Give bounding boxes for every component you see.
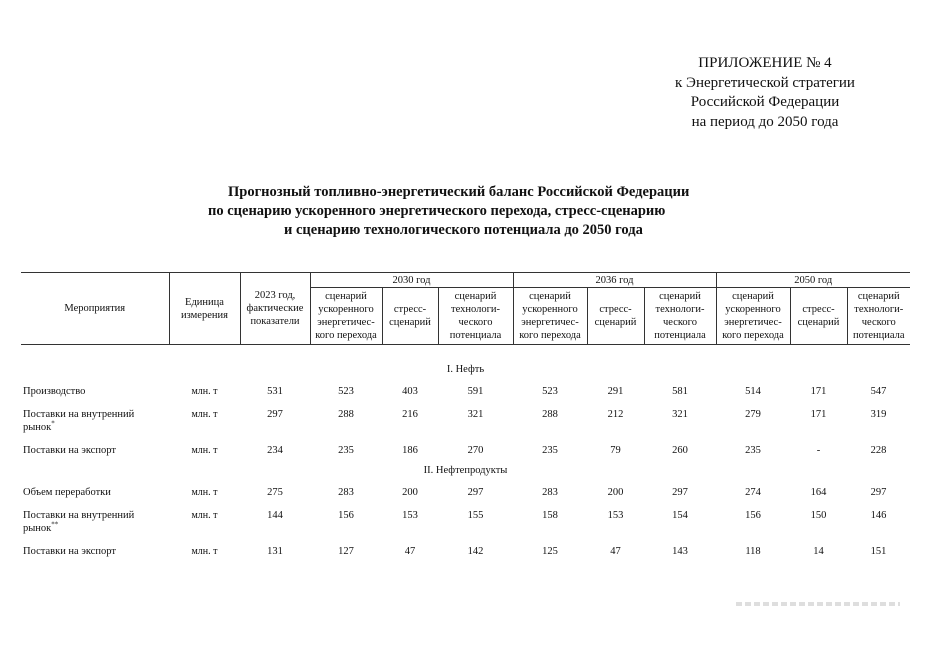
row-unit: млн. т [191,386,218,397]
value-cell: 288 [542,409,558,420]
value-cell: 47 [404,546,416,557]
value-cell: 47 [610,546,621,557]
value-cell: 131 [267,546,283,557]
header-scenario-tech: сценарий технологи-ческого потенциала [438,288,513,345]
value-cell: 151 [870,546,887,557]
header-scenario-tech: сценарий технологи-ческого потенциала [847,288,910,345]
value-cell: 79 [610,445,621,456]
row-unit: млн. т [191,546,218,557]
header-unit: Единица измерения [169,273,240,345]
value-cell: 531 [267,386,283,397]
value-cell: 153 [607,510,624,521]
document-title [150,183,810,240]
row-name: Объем переработки [23,487,111,498]
value-cell: 591 [467,386,484,397]
value-cell: 158 [542,510,558,521]
value-cell: 200 [402,487,418,498]
table-row [21,542,910,565]
value-cell: 235 [745,445,761,456]
row-unit: млн. т [191,445,218,456]
value-cell: 142 [467,546,484,557]
table-row [21,506,910,542]
row-unit: млн. т [191,510,218,521]
value-cell: 283 [542,487,558,498]
value-cell: 297 [267,409,283,420]
value-cell: 547 [870,386,887,397]
row-name: Поставки на экспорт [23,546,116,557]
header-scenario-accelerated: сценарий ускоренного энергетичес-кого перехода [513,288,587,345]
value-cell: 155 [467,510,484,521]
value-cell: 297 [467,487,484,498]
faint-scan-mark [736,602,900,606]
value-cell: 523 [338,386,354,397]
value-cell: 171 [810,409,827,420]
title-line: и сценарию технологического потенциала до 2050 года [284,222,643,238]
row-name: Производство [23,386,86,397]
value-cell: 270 [467,445,484,456]
title-line: по сценарию ускоренного энергетического перехода, стресс-сценарию [208,203,666,219]
appendix-ref-line: на период до 2050 года [691,113,839,130]
value-cell: 146 [870,510,887,521]
value-cell: 216 [402,409,418,420]
value-cell: 14 [813,546,824,557]
header-year-2030: 2030 год [310,273,513,288]
row-name: Поставки на внутренний рынок* [23,409,135,433]
title-line: Прогнозный топливно-энергетический баланс Российской Федерации [228,184,690,200]
value-cell: 164 [810,487,827,498]
header-scenario-stress: стресс-сценарий [790,288,847,345]
section-title: II. Нефтепродукты [423,465,508,476]
value-cell: 127 [338,546,354,557]
value-cell: 321 [672,409,688,420]
appendix-header [640,54,890,132]
value-cell: 291 [607,386,624,397]
value-cell: 297 [672,487,688,498]
header-year-2036: 2036 год [513,273,716,288]
header-scenario-tech: сценарий технологи-ческого потенциала [644,288,716,345]
value-cell: 144 [267,510,283,521]
header-fact: 2023 год, фактические показатели [240,273,310,345]
table-row [21,405,910,441]
value-cell: 150 [810,510,827,521]
row-unit: млн. т [191,487,218,498]
value-cell: 156 [338,510,354,521]
table-body [21,345,910,566]
value-cell: 514 [745,386,761,397]
balance-table [21,272,910,565]
value-cell: 279 [745,409,761,420]
header-scenario-accelerated: сценарий ускоренного энергетичес-кого перехода [716,288,790,345]
row-name: Поставки на экспорт [23,445,116,456]
value-cell: 118 [745,546,761,557]
table-header [21,273,910,345]
value-cell: 171 [810,386,827,397]
appendix-number: ПРИЛОЖЕНИЕ № 4 [698,55,832,71]
value-cell: 143 [672,546,688,557]
header-scenario-stress: стресс-сценарий [587,288,644,345]
value-cell: 403 [402,386,418,397]
value-cell: 234 [267,445,283,456]
value-cell: 125 [542,546,558,557]
spacer [21,345,910,360]
appendix-ref-line: Российской Федерации [690,94,840,110]
value-cell: 156 [745,510,761,521]
appendix-ref-line: к Энергетической стратегии [675,74,855,91]
value-cell: 212 [607,409,624,420]
value-cell: 275 [267,487,283,498]
value-cell: 283 [338,487,354,498]
table-row [21,382,910,405]
header-activity: Мероприятия [21,273,169,345]
value-cell: 154 [672,510,688,521]
value-cell: 297 [870,487,887,498]
header-year-2050: 2050 год [716,273,910,288]
value-cell: 186 [402,445,418,456]
value-cell: 274 [745,487,761,498]
value-cell: 581 [672,386,688,397]
value-cell: 200 [607,487,624,498]
value-cell: 260 [672,445,688,456]
value-cell: 523 [542,386,558,397]
row-name: Поставки на внутренний рынок** [23,510,135,534]
value-cell: 235 [338,445,354,456]
value-cell: 288 [338,409,354,420]
value-cell: - [816,445,821,456]
value-cell: 228 [870,445,887,456]
value-cell: 153 [402,510,418,521]
table-row [21,483,910,506]
header-scenario-stress: стресс-сценарий [382,288,438,345]
table-row [21,441,910,464]
value-cell: 321 [467,409,484,420]
value-cell: 319 [870,409,887,420]
row-unit: млн. т [191,409,218,420]
value-cell: 235 [542,445,558,456]
header-scenario-accelerated: сценарий ускоренного энергетичес-кого перехода [310,288,382,345]
section-title: I. Нефть [446,364,485,375]
